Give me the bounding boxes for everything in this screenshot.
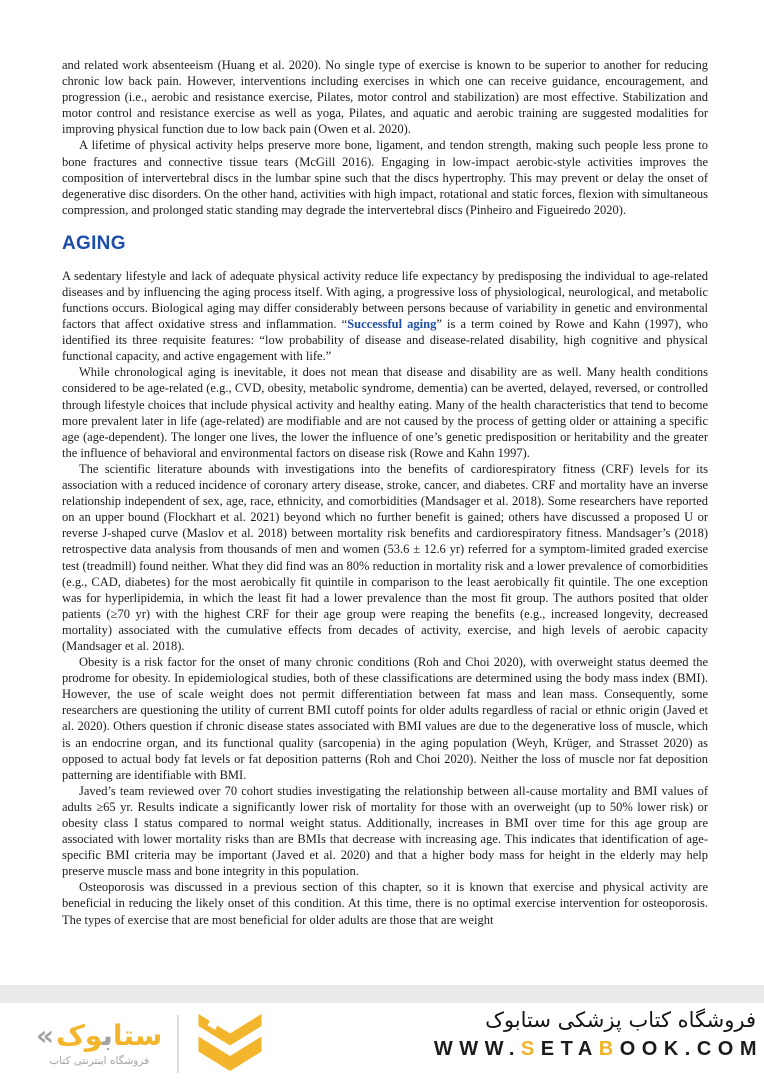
para-sedentary-lifestyle xyxy=(62,268,708,365)
logo-wordmark-part1: ستا xyxy=(112,1018,163,1052)
store-title: فروشگاه کتاب پزشکی ستابوک xyxy=(485,1008,756,1032)
url-segment-accent: S xyxy=(520,1038,541,1061)
logo-wordmark-part2: ب xyxy=(102,1018,113,1052)
para-low-back-pain: and related work absenteeism (Huang et al. 2020). No single type of exercise is known to be superior to another for reducing chronic low back pain. However, interventions including exercises in which one can receive guidance, encouragement, and progression (i.e., aerobic and resistance exercise, Pilates, motor control and stabilization) are most effective. Stabilization and motor control and resistance exercise as well as yoga, Pilates, and aquatic and aerobic training are suggested modalities for improving physical function due to low back pain (Owen et al. 2020). xyxy=(62,58,708,137)
successful-aging-link[interactable]: Successful aging xyxy=(347,317,437,332)
para-osteoporosis: Osteoporosis was discussed in a previous section of this chapter, so it is known that exercise and physical activity are beneficial in reducing the likely onset of this condition. At this time, there is no optimal exercise intervention for osteoporosis. The types of exercise that are most beneficial for older adults are those that are weight xyxy=(62,880,708,927)
footer-watermark xyxy=(0,1004,764,1080)
para-bone-preservation: A lifetime of physical activity helps preserve more bone, ligament, and tendon strength, making such people less prone to bone fractures and connective tissue tears (McGill 2016). Engaging in low-impact aerobic-style activities improves the composition of intervertebral discs in the lumbar spine such that the discs hypertrophy. This may prevent or delay the onset of degenerative disc disorders. On the other hand, activities with high impact, rotational and static forces, flexion with simultaneous compression, and prolonged static standing may degrade the intervertebral discs (Pinheiro and Figueiredo 2020). xyxy=(62,138,708,217)
url-segment-accent: B xyxy=(598,1038,620,1061)
logo-guillemet-icon: « xyxy=(36,1018,55,1052)
para-obesity-bmi: Obesity is a risk factor for the onset of many chronic conditions (Roh and Choi 2020), with overweight status deemed the prodrome for obesity. In epidemiological studies, both of these classifications are determined using the body mass index (BMI). However, the use of scale weight does not permit differentiation between fat mass and lean mass. Consequently, some researchers are questioning the utility of current BMI cutoff points for older adults regardless of racial or ethnic origin (Javed et al. 2020). Others question if chronic disease states associated with BMI values are due to the degenerative loss of muscle, which is an endocrine organ, and its functional quality (sarcopenia) in the aging population (Weyh, Krüger, and Strasset 2020) as opposed to actual body fat levels or fat deposition patterns (Roh and Choi 2020). Neither the loss of muscle nor fat deposition patterning are identifiable with BMI. xyxy=(62,655,708,782)
para3-text-before-link: A sedentary lifestyle and lack of adequate physical activity reduce life expectancy by predisposing the individual to age-related diseases and by influencing the aging process itself. With aging, a progressive loss of physiological, neurological, and metabolic functions occurs. Biological aging may differ considerably between persons because of variability in genetic and environmental factors that affect oxidative stress and inflammation. “ xyxy=(62,268,708,332)
setabook-chevron-icon xyxy=(192,1008,268,1079)
para-chronological-aging: While chronological aging is inevitable, it does not mean that disease and disability are as well. Many health conditions considered to be age-related (e.g., CVD, obesity, metabolic syndrome, dementia) can be averted, delayed, reversed, or controlled through lifestyle choices that include physical activity and healthy eating. Many of the health characteristics that tend to become more prevalent later in life (age-related) are modifiable and are not caused by the process of getting older or attaining a specific age (age-dependent). The longer one lives, the lower the influence of one’s genetic predisposition or heritability and the greater the influence of behavioral and environmental factors on disease risk (Rowe and Kahn 1997). xyxy=(62,365,708,460)
footer-store-info xyxy=(433,1006,763,1061)
logo-tagline: فروشگاه اینترنتی کتاب xyxy=(49,1055,150,1068)
logo-wordmark-part3: وک xyxy=(56,1018,103,1052)
section-heading-aging: AGING xyxy=(62,232,126,254)
logo-text-block xyxy=(36,1020,162,1067)
url-segment: WWW. xyxy=(433,1038,521,1061)
url-segment: ETA xyxy=(540,1038,599,1061)
page-text-content xyxy=(62,57,708,1003)
url-segment: OOK.COM xyxy=(619,1038,763,1061)
logo-wordmark xyxy=(36,1020,162,1052)
para-crf-literature: The scientific literature abounds with investigations into the benefits of cardiorespiratory fitness (CRF) levels for its association with a reduced incidence of coronary artery disease, stroke, cancer, and diabetes. CRF and mortality have an inverse relationship independent of sex, age, race, ethnicity, and comorbidities (Mandsager et al. 2018). Some researchers have reported on an upper bound (Flockhart et al. 2021) beyond which no further benefit is gained; others have discussed a proposed U or reverse J-shaped curve (Maslov et al. 2018) between mortality risk benefits and cardiorespiratory fitness. Mandsager’s (2018) retrospective data analysis from thousands of men and women (53.6 ± 12.6 yr) referred for a symptom-limited graded exercise test (treadmill) found neither. What they did find was an 80% reduction in mortality risk and a lower prevalence of comorbidities (e.g., CAD, diabetes) for the most aerobically fit quintile in comparison to the least aerobically fit quintile. The one exception was for hyperlipidemia, in which the least fit had a lower prevalence than the most fit group. The authors posited that older patients (≥70 yr) with the highest CRF for their age group were reaping the benefits (e.g., increased longevity, decreased mortality) associated with the cumulative effects from decades of activity, exercise, and high levels of aerobic capacity (Mandsager et al. 2018). xyxy=(62,461,708,653)
para3-text-after-link: ” is a term coined by Rowe and Kahn (1997), who identified its three requisite features: “low probability of disease and disease-related disability, high cognitive and physical functional capacity, and active engagement with life.” xyxy=(62,317,708,364)
para-javed-review: Javed’s team reviewed over 70 cohort studies investigating the relationship between all-cause mortality and BMI values of adults ≥65 yr. Results indicate a significantly lower risk of mortality for those with an overweight (up to 50% lower risk) or obesity class I status compared to normal weight status. Additionally, increases in BMI over time for this age group are associated with lower mortality risks than are BMIs that decrease with increasing age. This indicates that identification of age-specific BMI criteria may be important (Javed et al. 2020) and that a higher body mass for height in the elderly may help preserve muscle mass and bone integrity in this population. xyxy=(62,783,708,879)
setabook-logo xyxy=(36,1008,268,1079)
website-url xyxy=(434,1038,763,1061)
page-cutoff-fade xyxy=(0,985,764,1003)
logo-divider xyxy=(177,1015,179,1073)
